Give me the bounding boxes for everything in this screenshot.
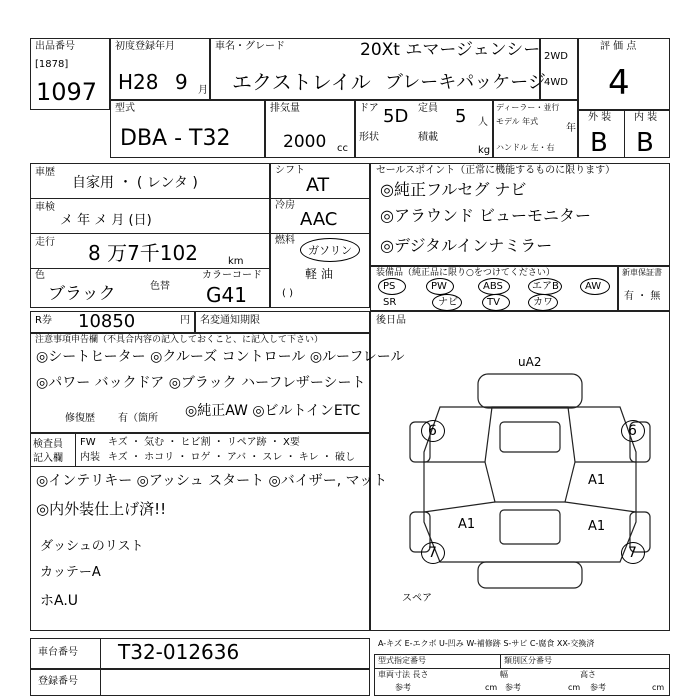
hand-note-1: ダッシュのリスト <box>40 539 144 554</box>
notes-label: 注意事項申告欄（不具合内容の記入しておくこと、に記入して下さい） <box>35 335 324 345</box>
usage: 自家用 ・ ( レンタ ) <box>72 175 198 191</box>
person-unit: 人 <box>478 117 488 128</box>
shift-label: シフト <box>275 165 305 176</box>
warranty: 有 ・ 無 <box>624 291 661 302</box>
ext-label: 外 装 <box>588 112 612 123</box>
score: 4 <box>608 63 630 103</box>
handle-label: ハンドル 左・右 <box>496 143 555 152</box>
year-unit: 年 <box>566 123 576 134</box>
yen: 円 <box>180 315 190 326</box>
model-year-label: モデル 年式 <box>496 117 539 126</box>
selling-point-3: ◎デジタルインナミラー <box>380 236 553 255</box>
drive-2wd: 2WD <box>544 51 568 62</box>
equip-sr: SR <box>383 297 397 308</box>
int-label: 内 装 <box>634 112 658 123</box>
selling-point-2: ◎アラウンド ビューモニター <box>380 206 592 225</box>
fw-label: FW <box>80 437 96 448</box>
hand-note-3: ホA.U <box>40 593 79 609</box>
inspector-label: 検査員 記入欄 <box>33 439 63 464</box>
mark-left-door: A1 <box>458 517 476 532</box>
recycle-amount: 10850 <box>78 311 136 332</box>
cc-unit: cc <box>337 143 348 154</box>
spec-cm-1: cm <box>485 683 498 692</box>
spec-class-no: 類別区分番号 <box>504 656 552 665</box>
model: DBA - T32 <box>120 126 231 151</box>
equip-airb: エアB <box>532 281 559 292</box>
capacity-label: 定員 <box>418 103 438 114</box>
spec-length: 車両寸法 長さ <box>378 670 429 679</box>
equip-pw: PW <box>431 281 447 292</box>
tax-label: 名変通知期限 <box>200 315 260 326</box>
mark-front-left: 6 <box>428 423 437 439</box>
mark-rear-right: 7 <box>628 545 637 561</box>
spec-ref-1: 参考 <box>395 683 411 692</box>
mark-right-rear-door: A1 <box>588 519 606 534</box>
equip-aw: AW <box>585 281 602 292</box>
spec-ref-3: 参考 <box>590 683 606 692</box>
spec-ref-2: 参考 <box>505 683 521 692</box>
selling-points-label: セールスポイント（正常に機能するものに限ります） <box>376 165 616 176</box>
load-label: 積載 <box>418 132 438 143</box>
shape-label: 形状 <box>359 132 379 143</box>
fuel-paren: ( ) <box>282 288 293 299</box>
doors: 5D <box>383 106 409 127</box>
mark-front-right: 6 <box>628 423 637 439</box>
first-reg-label: 初度登録年月 <box>115 41 175 52</box>
inspector-line-2: ◎内外装仕上げ済!! <box>36 500 167 518</box>
chassis-label: 車台番号 <box>38 647 78 658</box>
later-label: 後日品 <box>376 315 406 326</box>
selling-point-1: ◎純正フルセグ ナビ <box>380 180 527 199</box>
ac-label: 冷房 <box>275 200 295 211</box>
month: 9 <box>175 70 188 94</box>
equip-kawa: カワ <box>533 297 553 308</box>
equip-ps: PS <box>383 281 396 292</box>
interior-items: キズ ・ ホコリ ・ ロゲ ・ アバ ・ スレ ・ キレ ・ 破し <box>108 452 356 463</box>
mileage: 8 万7千102 <box>88 241 198 265</box>
car-name: エクストレイル <box>232 70 371 94</box>
month-unit: 月 <box>198 85 208 96</box>
inspector-line-1: ◎インテリキー ◎アッシュ スタート ◎バイザー, マット <box>36 473 388 489</box>
chassis: T32-012636 <box>118 640 240 664</box>
capacity: 5 <box>455 106 467 127</box>
spec-cm-2: cm <box>568 683 581 692</box>
drive-box <box>540 38 578 100</box>
mark-rear-left: 7 <box>428 545 437 561</box>
equip-abs: ABS <box>483 281 503 292</box>
repair-label: 修復歴 <box>65 413 95 424</box>
interior-label: 内装 <box>80 452 100 463</box>
drive-4wd: 4WD <box>544 77 568 88</box>
fuel-diesel: 軽 油 <box>305 267 333 281</box>
hand-note-2: カッテーA <box>40 565 101 580</box>
note-line-3: ◎純正AW ◎ビルトインETC <box>185 403 361 419</box>
km-unit: km <box>228 256 244 267</box>
lot-number: 1097 <box>36 78 98 106</box>
grade: 20Xt エマージェンシー <box>360 40 541 60</box>
displacement: 2000 <box>283 132 327 152</box>
lot-sub: [1878] <box>35 59 69 70</box>
repair-value: 有（箇所 <box>118 413 158 424</box>
equip-navi: ナビ <box>438 297 458 308</box>
equipment-label: 装備品（純正品に限り○をつけてください） <box>376 268 555 278</box>
history-label: 車歴 <box>35 167 55 178</box>
new-warranty-label: 新車保証書 <box>622 268 662 277</box>
model-label: 型式 <box>115 103 135 114</box>
door-label: ドア <box>359 103 379 114</box>
color-label: 色 <box>35 270 45 281</box>
spec-width: 幅 <box>500 670 508 679</box>
kg-unit: kg <box>478 145 491 156</box>
spec-type-no: 型式指定番号 <box>378 656 426 665</box>
note-line-1: ◎シートヒーター ◎クルーズ コントロール ◎ルーフレール <box>36 349 405 365</box>
grade-sub: ブレーキパッケージ <box>385 72 546 93</box>
era-year: H28 <box>118 70 159 94</box>
color-code: G41 <box>206 283 247 307</box>
inspection-label: 車検 <box>35 202 55 213</box>
spec-cm-3: cm <box>652 683 665 692</box>
color-code-word: 色替 <box>150 281 170 292</box>
ac: AAC <box>300 209 338 230</box>
reg-box <box>30 669 370 696</box>
ext-grade: B <box>590 128 608 158</box>
color: ブラック <box>48 284 116 304</box>
int-grade: B <box>636 128 654 158</box>
inspection: メ 年 メ 月 (日) <box>60 213 152 228</box>
shift: AT <box>306 174 330 196</box>
displacement-label: 排気量 <box>270 103 300 114</box>
fuel-label: 燃料 <box>275 235 295 246</box>
reg-label: 登録番号 <box>38 676 78 687</box>
fuel-gas: ガソリン <box>308 244 352 257</box>
color-code-label: カラーコード <box>202 270 262 281</box>
defect-legend: A-キズ E-エクボ U-凹み W-補修跡 S-サビ C-腐食 XX-交換済 <box>378 639 595 648</box>
recycle-label: R券 <box>35 315 52 326</box>
dealer-label: ディーラー・並行 <box>496 103 560 112</box>
spare-label: スペア <box>402 593 432 604</box>
note-line-2: ◎パワー バックドア ◎ブラック ハーフレザーシート <box>36 375 366 391</box>
lot-number-label: 出品番号 <box>35 41 75 52</box>
name-grade-label: 車名・グレード <box>215 41 285 52</box>
spec-height: 高さ <box>580 670 596 679</box>
diagram-top-note: uA2 <box>518 355 542 369</box>
mileage-label: 走行 <box>35 237 55 248</box>
score-label: 評 価 点 <box>600 41 637 52</box>
fw-items: キズ ・ 気む ・ ヒビ割 ・ リペア跡 ・ X要 <box>108 437 300 448</box>
mark-right-door: A1 <box>588 473 606 488</box>
equip-tv: TV <box>487 297 500 308</box>
